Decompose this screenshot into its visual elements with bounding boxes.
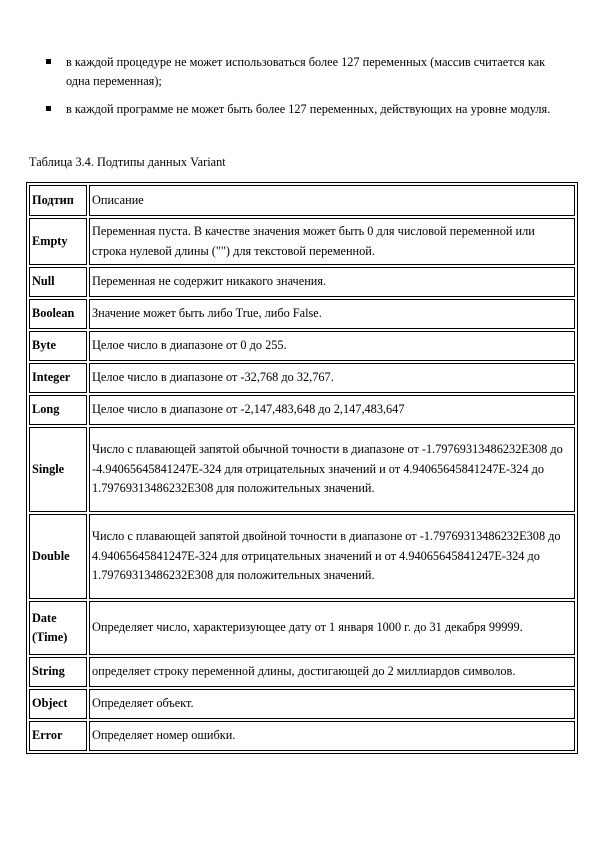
subtype-description: Целое число в диапазоне от 0 до 255. xyxy=(89,331,575,361)
subtype-name: Byte xyxy=(29,331,87,361)
subtype-name: Single xyxy=(29,427,87,512)
table-caption: Таблица 3.4. Подтипы данных Variant xyxy=(29,155,226,169)
bullet-text: в каждой программе не может быть более 127 переменных, действующих на уровне модуля. xyxy=(66,102,551,116)
subtype-description: Целое число в диапазоне от -2,147,483,648 до 2,147,483,647 xyxy=(89,395,575,425)
subtype-description: Определяет номер ошибки. xyxy=(89,721,575,751)
table-row xyxy=(29,395,575,425)
table-row xyxy=(29,721,575,751)
subtype-description: Целое число в диапазоне от -32,768 до 32,767. xyxy=(89,363,575,393)
subtype-name: Date (Time) xyxy=(29,601,87,655)
bullet-square-icon xyxy=(46,59,51,64)
subtype-name: Null xyxy=(29,267,87,297)
subtype-description: Число с плавающей запятой обычной точности в диапазоне от -1.79769313486232E308 до -4.94065645841247E-324 для отрицательных значений и от 4.94065645841247E-324 до 1.79769313486232E308 для положительных значений. xyxy=(89,427,575,512)
subtype-description: Число с плавающей запятой двойной точности в диапазоне от -1.79769313486232E308 до 4.94065645841247E-324 для отрицательных значений и от 4.94065645841247E-324 до 1.79769313486232E308 для положительных значений. xyxy=(89,514,575,599)
subtype-name: Object xyxy=(29,689,87,719)
header-description: Описание xyxy=(89,185,575,216)
subtype-description: Значение может быть либо True, либо False. xyxy=(89,299,575,329)
bullet-list xyxy=(40,53,560,128)
header-subtype: Подтип xyxy=(29,185,87,216)
subtype-description: Определяет число, характеризующее дату от 1 января 1000 г. до 31 декабря 99999. xyxy=(89,601,575,655)
subtype-name: Integer xyxy=(29,363,87,393)
subtype-description: определяет строку переменной длины, достигающей до 2 миллиардов символов. xyxy=(89,657,575,687)
bullet-square-icon xyxy=(46,106,51,111)
bullet-item xyxy=(40,53,560,91)
table-row xyxy=(29,218,575,265)
subtype-name: Boolean xyxy=(29,299,87,329)
subtype-name: Error xyxy=(29,721,87,751)
table-row xyxy=(29,657,575,687)
bullet-text: в каждой процедуре не может использоваться более 127 переменных (массив считается как одна переменная); xyxy=(66,55,546,88)
subtype-description: Переменная не содержит никакого значения. xyxy=(89,267,575,297)
table-row xyxy=(29,363,575,393)
table-row xyxy=(29,689,575,719)
subtype-description: Переменная пуста. В качестве значения может быть 0 для числовой переменной или строка нулевой длины ("") для текстовой переменной. xyxy=(89,218,575,265)
table-row xyxy=(29,267,575,297)
subtype-description: Определяет объект. xyxy=(89,689,575,719)
subtype-name: Empty xyxy=(29,218,87,265)
variant-subtypes-table xyxy=(26,182,578,754)
table-header-row xyxy=(29,185,575,216)
table-row xyxy=(29,299,575,329)
table-row xyxy=(29,331,575,361)
bullet-item xyxy=(40,100,560,119)
subtype-name: Double xyxy=(29,514,87,599)
table-row xyxy=(29,514,575,599)
table-row xyxy=(29,601,575,655)
subtype-name: Long xyxy=(29,395,87,425)
table-row xyxy=(29,427,575,512)
subtype-name: String xyxy=(29,657,87,687)
